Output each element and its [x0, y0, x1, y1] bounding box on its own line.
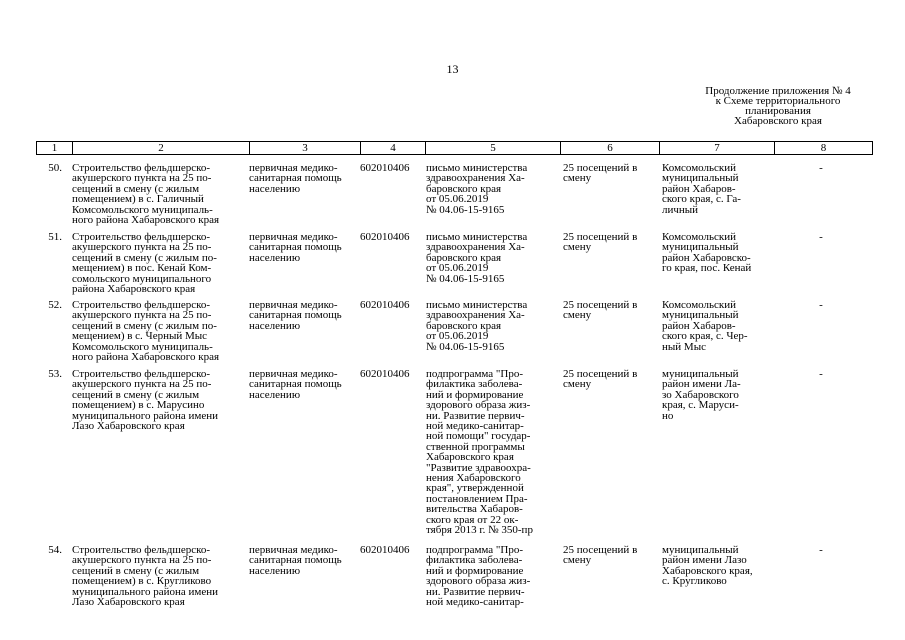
column-header-1: 1 [37, 142, 73, 154]
capacity: 25 посещений в смену [563, 231, 638, 254]
page-number: 13 [446, 62, 459, 76]
column-8-value: - [819, 162, 823, 174]
row-number: 52. [48, 299, 62, 311]
object-code: 602010406 [360, 162, 410, 174]
column-header-7: 7 [660, 142, 775, 154]
object-purpose: первичная медико- санитарная помощь населению [249, 368, 342, 401]
object-code: 602010406 [360, 368, 410, 380]
column-header-5: 5 [426, 142, 561, 154]
object-code: 602010406 [360, 231, 410, 243]
object-name: Строительство фельдшерско- акушерского пункта на 25 по- сещений в смену (с жилым по- мещением) в пос. Кенай Ком- сомольского муниципального района Хабаровского края [72, 231, 217, 296]
object-code: 602010406 [360, 544, 410, 556]
column-header-8: 8 [820, 142, 827, 154]
row-number: 54. [48, 544, 62, 556]
column-header-3: 3 [250, 142, 361, 154]
object-purpose: первичная медико- санитарная помощь населению [249, 299, 342, 332]
basis-document: письмо министерства здравоохранения Ха- баровского края от 05.06.2019 № 04.06-15-9165 [426, 299, 528, 353]
location: муниципальный район имени Ла- зо Хабаровского края, с. Маруси- но [662, 368, 741, 422]
basis-document: письмо министерства здравоохранения Ха- баровского края от 05.06.2019 № 04.06-15-9165 [426, 162, 528, 216]
object-purpose: первичная медико- санитарная помощь населению [249, 162, 342, 195]
column-header-4: 4 [361, 142, 426, 154]
capacity: 25 посещений в смену [563, 544, 638, 567]
object-purpose: первичная медико- санитарная помощь населению [249, 544, 342, 577]
appendix-header-note: Продолжение приложения № 4 к Схеме территориального планирования Хабаровского края [705, 85, 851, 127]
object-purpose: первичная медико- санитарная помощь населению [249, 231, 342, 264]
column-8-value: - [819, 368, 823, 380]
object-name: Строительство фельдшерско- акушерского пункта на 25 по- сещений в смену (с жилым помещением) в с. Галичный Комсомольского муниципаль- ного района Хабаровского края [72, 162, 220, 227]
table-header-row [36, 141, 873, 155]
column-8-value: - [819, 299, 823, 311]
row-number: 53. [48, 368, 62, 380]
row-number: 51. [48, 231, 62, 243]
capacity: 25 посещений в смену [563, 368, 638, 391]
object-name: Строительство фельдшерско- акушерского пункта на 25 по- сещений в смену (с жилым помещением) в с. Кругликово муниципального района имени Лазо Хабаровского края [72, 544, 219, 609]
column-header-6: 6 [561, 142, 660, 154]
location: Комсомольский муниципальный район Хабаров- ского края, с. Га- личный [662, 162, 741, 216]
basis-document: подпрограмма "Про- филактика заболева- ний и формирование здорового образа жиз- ни. Развитие первич- ной медико-санитар- ной помощи" государ- ственной программы Хабаровского края "Развитие здравоохра- нения Хабаровского края", утвержденной постановлением Пра- вительства Хабаров- ского края от 22 ок- тября 2013 г. № 350-пр [426, 368, 533, 537]
basis-document: письмо министерства здравоохранения Ха- баровского края от 05.06.2019 № 04.06-15-9165 [426, 231, 528, 285]
object-name: Строительство фельдшерско- акушерского пункта на 25 по- сещений в смену (с жилым по- мещением) в с. Черный Мыс Комсомольского муниципаль- ного района Хабаровского края [72, 299, 220, 364]
object-name: Строительство фельдшерско- акушерского пункта на 25 по- сещений в смену (с жилым помещением) в с. Марусино муниципального района имени Лазо Хабаровского края [72, 368, 219, 433]
capacity: 25 посещений в смену [563, 299, 638, 322]
basis-document: подпрограмма "Про- филактика заболева- ний и формирование здорового образа жиз- ни. Развитие первич- ной медико-санитар- [426, 544, 531, 609]
column-8-value: - [819, 231, 823, 243]
location: Комсомольский муниципальный район Хабаров- ского края, с. Чер- ный Мыс [662, 299, 748, 353]
object-code: 602010406 [360, 299, 410, 311]
column-header-2: 2 [73, 142, 250, 154]
column-8-value: - [819, 544, 823, 556]
location: муниципальный район имени Лазо Хабаровского края, с. Кругликово [662, 544, 753, 588]
location: Комсомольский муниципальный район Хабаровско- го края, пос. Кенай [662, 231, 752, 275]
capacity: 25 посещений в смену [563, 162, 638, 185]
row-number: 50. [48, 162, 62, 174]
